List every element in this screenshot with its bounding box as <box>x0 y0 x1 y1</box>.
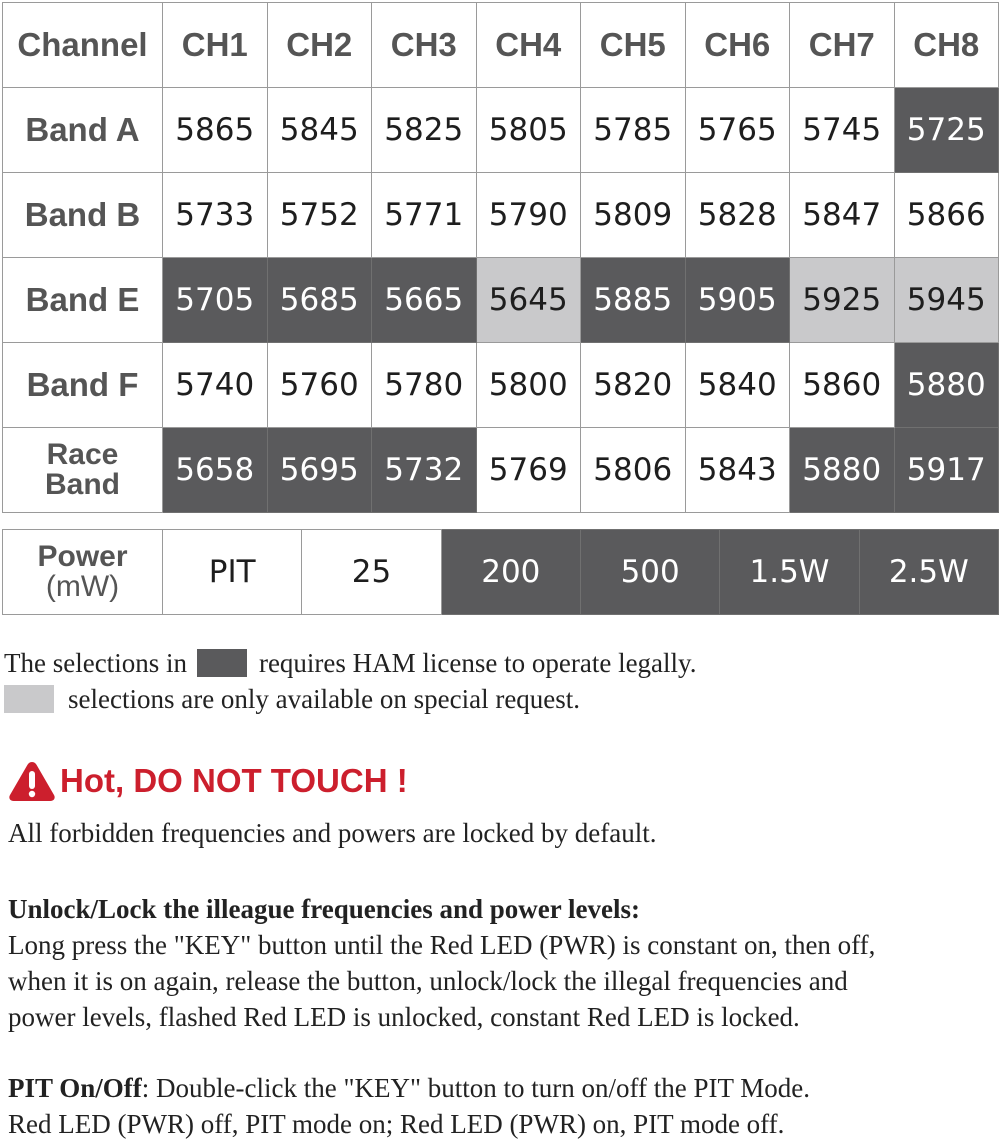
frequency-cell: 5658 <box>163 428 268 513</box>
frequency-cell: 5860 <box>790 343 895 428</box>
frequency-cell: 5843 <box>685 428 790 513</box>
frequency-cell: 5805 <box>476 88 581 173</box>
frequency-table <box>2 2 999 513</box>
header-cell-ch4: CH4 <box>476 3 581 88</box>
header-cell-ch5: CH5 <box>581 3 686 88</box>
frequency-cell: 5809 <box>581 173 686 258</box>
exclamation-triangle-icon <box>8 760 56 802</box>
frequency-cell: 5771 <box>372 173 477 258</box>
legend-ham <box>4 648 697 679</box>
table-row-band-b <box>3 173 999 258</box>
frequency-cell: 5880 <box>790 428 895 513</box>
power-cell: 1.5W <box>720 530 859 615</box>
pit-line-1: : Double-click the "KEY" button to turn on/off the PIT Mode. <box>141 1073 810 1103</box>
frequency-cell: 5785 <box>581 88 686 173</box>
ham-color-swatch <box>197 649 247 677</box>
pit-line-2: Red LED (PWR) off, PIT mode on; Red LED (PWR) on, PIT mode off. <box>8 1109 785 1139</box>
frequency-cell: 5905 <box>685 258 790 343</box>
power-table <box>2 529 999 615</box>
header-cell-ch2: CH2 <box>267 3 372 88</box>
power-cell: 25 <box>302 530 441 615</box>
header-cell-ch8: CH8 <box>894 3 999 88</box>
frequency-cell: 5806 <box>581 428 686 513</box>
legend-ham-text-before: The selections in <box>4 648 187 678</box>
frequency-cell: 5847 <box>790 173 895 258</box>
unlock-instructions <box>8 891 875 1035</box>
row-label-band-e: Band E <box>3 258 163 343</box>
frequency-cell: 5885 <box>581 258 686 343</box>
power-cell: 200 <box>441 530 580 615</box>
frequency-cell: 5732 <box>372 428 477 513</box>
table-row-race-band <box>3 428 999 513</box>
frequency-cell: 5945 <box>894 258 999 343</box>
special-color-swatch <box>4 685 54 713</box>
frequency-cell: 5769 <box>476 428 581 513</box>
frequency-cell: 5645 <box>476 258 581 343</box>
frequency-cell: 5840 <box>685 343 790 428</box>
frequency-cell: 5925 <box>790 258 895 343</box>
header-cell-channel: Channel <box>3 3 163 88</box>
frequency-cell: 5695 <box>267 428 372 513</box>
row-label-band-b: Band B <box>3 173 163 258</box>
frequency-cell: 5765 <box>685 88 790 173</box>
unlock-line-1: Long press the "KEY" button until the Red LED (PWR) is constant on, then off, <box>8 930 876 960</box>
frequency-cell: 5917 <box>894 428 999 513</box>
table-row-band-e <box>3 258 999 343</box>
row-label-power <box>3 530 163 615</box>
row-label-band-a: Band A <box>3 88 163 173</box>
frequency-cell: 5685 <box>267 258 372 343</box>
power-cell: 2.5W <box>859 530 998 615</box>
hot-warning <box>8 760 408 802</box>
row-label-race-band <box>3 428 163 513</box>
frequency-cell: 5845 <box>267 88 372 173</box>
frequency-cell: 5820 <box>581 343 686 428</box>
power-cell: 500 <box>580 530 719 615</box>
unlock-title: Unlock/Lock the illeague frequencies and power levels: <box>8 894 640 924</box>
frequency-cell: 5880 <box>894 343 999 428</box>
frequency-cell: 5725 <box>894 88 999 173</box>
unlock-line-3: power levels, flashed Red LED is unlocked, constant Red LED is locked. <box>8 1002 800 1032</box>
table-row-band-f <box>3 343 999 428</box>
frequency-cell: 5760 <box>267 343 372 428</box>
row-label-race-band-line2: Band <box>45 468 120 501</box>
header-cell-ch7: CH7 <box>790 3 895 88</box>
warning-text: Hot, DO NOT TOUCH ! <box>60 762 408 799</box>
frequency-cell: 5825 <box>372 88 477 173</box>
frequency-cell: 5745 <box>790 88 895 173</box>
frequency-cell: 5866 <box>894 173 999 258</box>
frequency-cell: 5790 <box>476 173 581 258</box>
header-cell-ch1: CH1 <box>163 3 268 88</box>
pit-title: PIT On/Off <box>8 1073 142 1103</box>
frequency-cell: 5865 <box>163 88 268 173</box>
power-cell: PIT <box>163 530 302 615</box>
unlock-line-2: when it is on again, release the button, unlock/lock the illegal frequencies and <box>8 966 848 996</box>
pit-instructions <box>8 1070 810 1142</box>
row-label-power-line1: Power <box>37 540 128 573</box>
table-row-power <box>3 530 999 615</box>
row-label-power-line2: (mW) <box>45 570 120 603</box>
locked-default-note: All forbidden frequencies and powers are locked by default. <box>8 818 657 848</box>
frequency-cell: 5665 <box>372 258 477 343</box>
legend-ham-text-after: requires HAM license to operate legally. <box>258 648 697 678</box>
table-row-band-a <box>3 88 999 173</box>
frequency-cell: 5705 <box>163 258 268 343</box>
table-header-row <box>3 3 999 88</box>
frequency-cell: 5800 <box>476 343 581 428</box>
legend-special <box>4 684 580 715</box>
header-cell-ch6: CH6 <box>685 3 790 88</box>
frequency-cell: 5780 <box>372 343 477 428</box>
row-label-race-band-line1: Race <box>46 438 119 471</box>
header-cell-ch3: CH3 <box>372 3 477 88</box>
frequency-cell: 5740 <box>163 343 268 428</box>
legend-special-text: selections are only available on special request. <box>68 684 581 714</box>
frequency-cell: 5752 <box>267 173 372 258</box>
frequency-cell: 5828 <box>685 173 790 258</box>
row-label-band-f: Band F <box>3 343 163 428</box>
frequency-cell: 5733 <box>163 173 268 258</box>
